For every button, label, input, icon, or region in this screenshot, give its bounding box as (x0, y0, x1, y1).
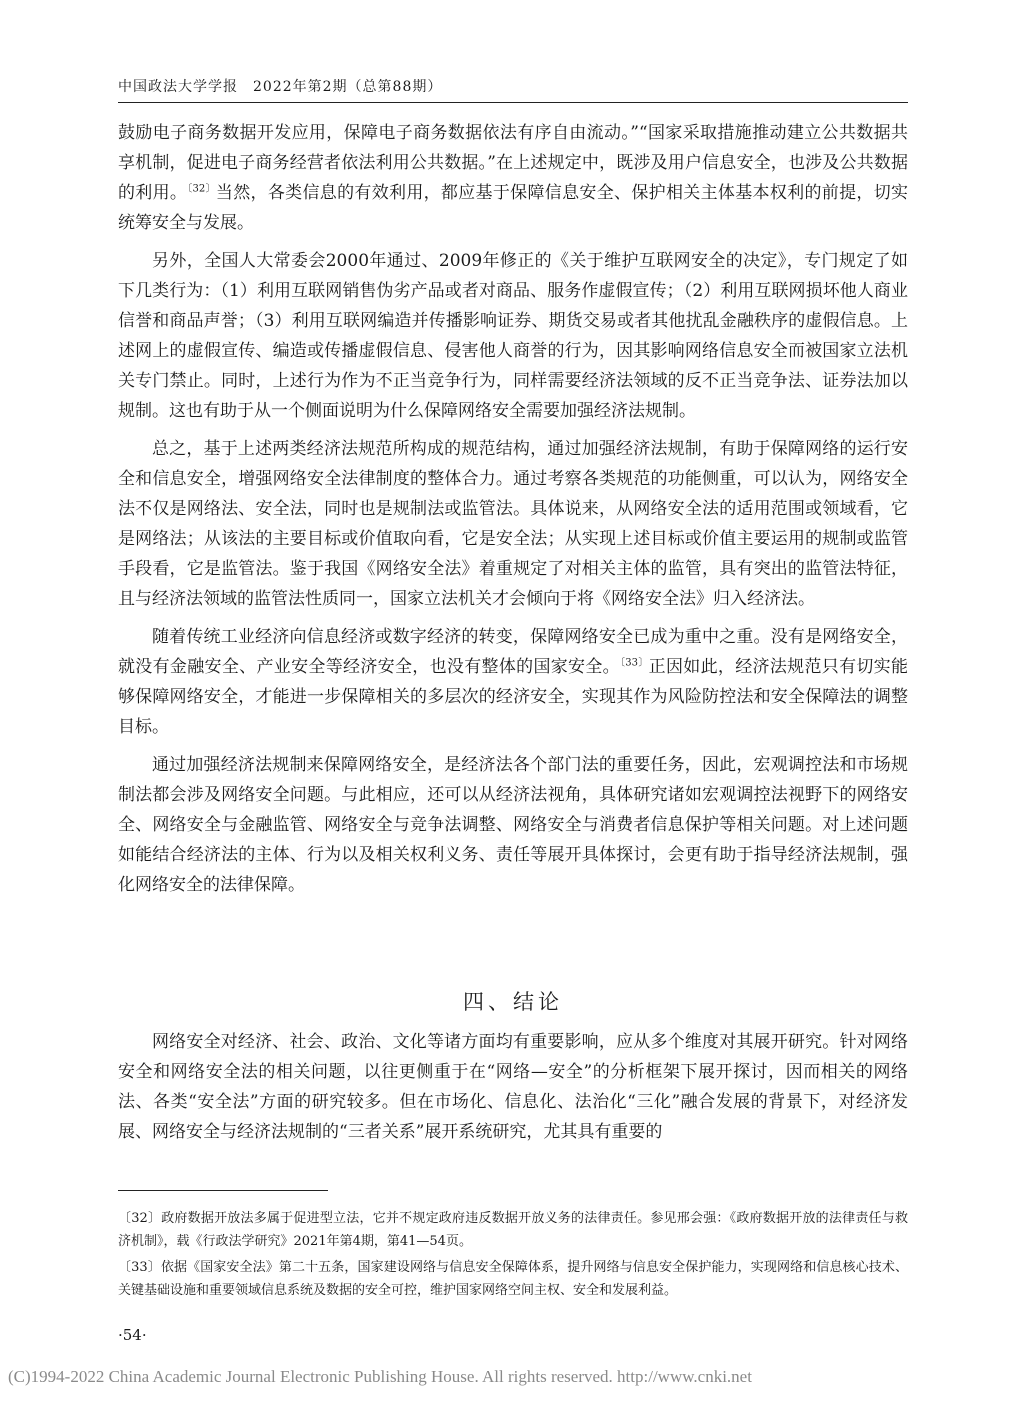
paragraph (118, 622, 908, 742)
paragraph: 另外，全国人大常委会2000年通过、2009年修正的《关于维护互联网安全的决定》，专门规定了如下几类行为：（1）利用互联网销售伪劣产品或者对商品、服务作虚假宣传；（2）利用互联网损坏他人商业信誉和商品声誉；（3）利用互联网编造并传播影响证券、期货交易或者其他扰乱金融秩序的虚假信息。上述网上的虚假宣传、编造或传播虚假信息、侵害他人商誉的行为，因其影响网络信息安全而被国家立法机关专门禁止。同时，上述行为作为不正当竞争行为，同样需要经济法领域的反不正当竞争法、证券法加以规制。这也有助于从一个侧面说明为什么保障网络安全需要加强经济法规制。 (118, 251, 908, 421)
running-header: 中国政法大学学报 2022年第2期（总第88期） (118, 79, 443, 95)
page-number: ·54· (118, 1326, 147, 1344)
footnote-rule (118, 1190, 328, 1191)
paragraph: 通过加强经济法规制来保障网络安全，是经济法各个部门法的重要任务，因此，宏观调控法和市场规制法都会涉及网络安全问题。与此相应，还可以从经济法视角，具体研究诸如宏观调控法视野下的网络安全、网络安全与金融监管、网络安全与竞争法调整、网络安全与消费者信息保护等相关问题。对上述问题如能结合经济法的主体、行为以及相关权利义务、责任等展开具体探讨，会更有助于指导经济法规制，强化网络安全的法律保障。 (118, 755, 908, 895)
copyright-notice: (C)1994-2022 China Academic Journal Electronic Publishing House. All rights reserved. http://www.cnki.net (8, 1367, 752, 1386)
body-text (118, 118, 908, 908)
footnote-ref-33[interactable]: 〔33〕 (620, 657, 649, 669)
footnote-32: 〔32〕政府数据开放法多属于促进型立法，它并不规定政府违反数据开放义务的法律责任。参见邢会强：《政府数据开放的法律责任与救济机制》，载《行政法学研究》2021年第4期，第41—54页。 (118, 1211, 908, 1249)
paragraph-text: 鼓励电子商务数据开发应用，保障电子商务数据依法有序自由流动。”“国家采取措施推动建立公共数据共享机制，促进电子商务经营者依法利用公共数据。”在上述规定中，既涉及用户信息安全，也涉及公共数据的利用。 (118, 123, 908, 203)
conclusion-section (118, 1027, 908, 1155)
footnotes (118, 1207, 908, 1305)
paragraph-text: 随着传统工业经济向信息经济或数字经济的转变，保障网络安全已成为重中之重。没有是网络安全，就没有金融安全、产业安全等经济安全，也没有整体的国家安全。 (118, 627, 908, 677)
footnote-ref-32[interactable]: 〔32〕 (187, 183, 216, 195)
paragraph-continuation (118, 118, 908, 238)
paragraph-text: 正因如此，经济法规范只有切实能够保障网络安全，才能进一步保障相关的多层次的经济安全，实现其作为风险防控法和安全保障法的调整目标。 (118, 657, 908, 737)
section-title: 四、结论 (463, 990, 563, 1014)
paragraph: 网络安全对经济、社会、政治、文化等诸方面均有重要影响，应从多个维度对其展开研究。针对网络安全和网络安全法的相关问题，以往更侧重于在“网络—安全”的分析框架下展开探讨，因而相关的网络法、各类“安全法”方面的研究较多。但在市场化、信息化、法治化“三化”融合发展的背景下，对经济发展、网络安全与经济法规制的“三者关系”展开系统研究，尤其具有重要的 (118, 1032, 908, 1142)
paragraph-text: 当然，各类信息的有效利用，都应基于保障信息安全、保护相关主体基本权利的前提，切实统筹安全与发展。 (118, 183, 908, 233)
header-rule (118, 102, 908, 103)
paragraph: 总之，基于上述两类经济法规范所构成的规范结构，通过加强经济法规制，有助于保障网络的运行安全和信息安全，增强网络安全法律制度的整体合力。通过考察各类规范的功能侧重，可以认为，网络安全法不仅是网络法、安全法，同时也是规制法或监管法。具体说来，从网络安全法的适用范围或领域看，它是网络法；从该法的主要目标或价值取向看，它是安全法；从实现上述目标或价值主要运用的规制或监管手段看，它是监管法。鉴于我国《网络安全法》着重规定了对相关主体的监管，具有突出的监管法特征，且与经济法领域的监管法性质同一，国家立法机关才会倾向于将《网络安全法》归入经济法。 (118, 439, 908, 609)
footnote-33: 〔33〕依据《国家安全法》第二十五条，国家建设网络与信息安全保障体系，提升网络与信息安全保护能力，实现网络和信息核心技术、关键基础设施和重要领域信息系统及数据的安全可控，维护国家网络空间主权、安全和发展利益。 (118, 1260, 908, 1298)
